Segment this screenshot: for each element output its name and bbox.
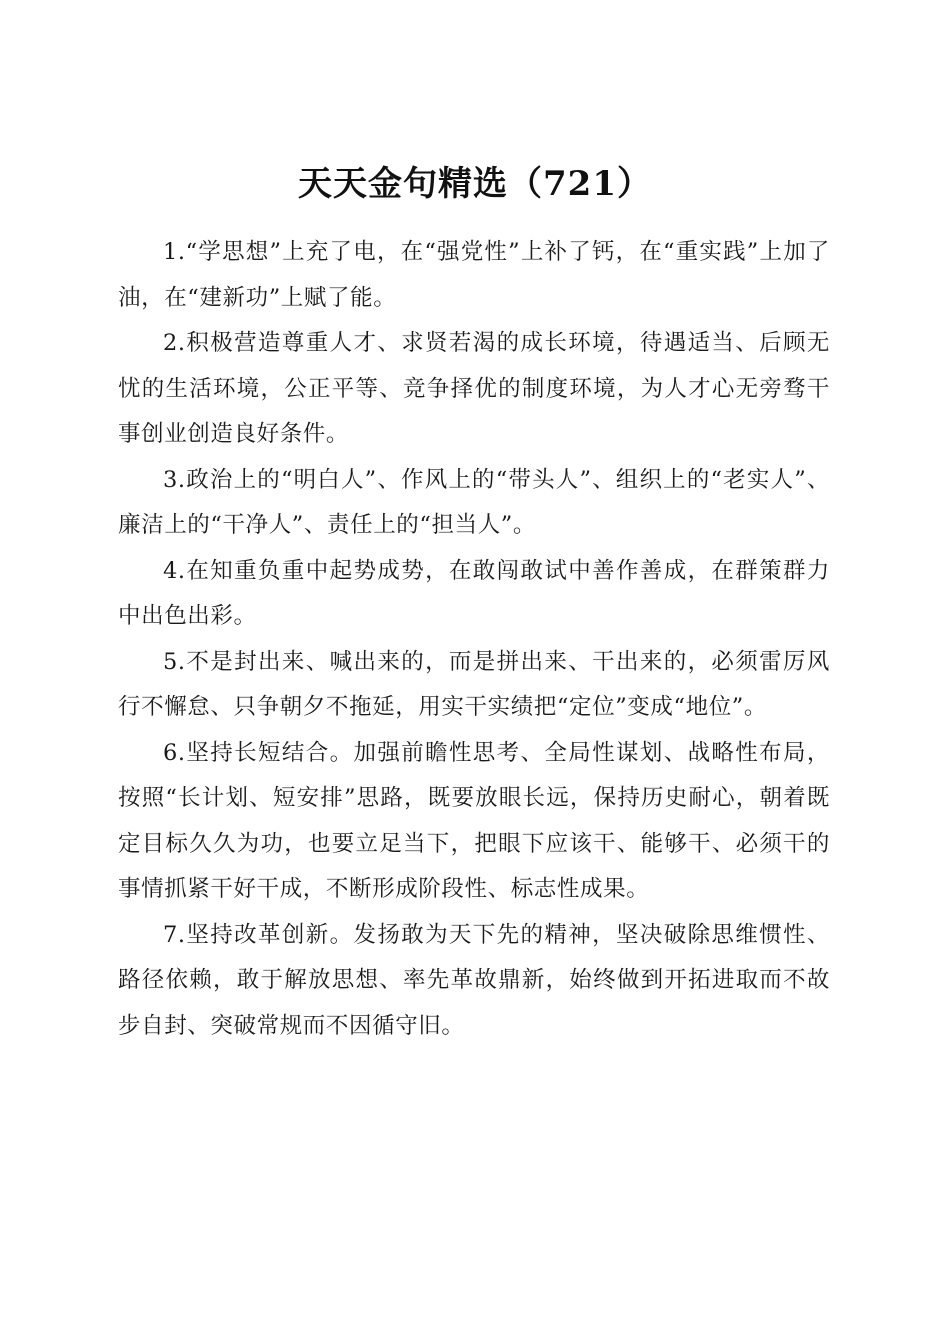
paragraph-2: 2.积极营造尊重人才、求贤若渴的成长环境，待遇适当、后顾无忧的生活环境，公正平等、竞争择优的制度环境，为人才心无旁骛干事创业创造良好条件。 xyxy=(118,330,830,447)
paragraph-7: 7.坚持改革创新。发扬敢为天下先的精神，坚决破除思维惯性、路径依赖，敢于解放思想、率先革故鼎新，始终做到开拓进取而不故步自封、突破常规而不因循守旧。 xyxy=(118,921,830,1039)
paragraph-1: 1.“学思想”上充了电，在“强党性”上补了钙，在“重实践”上加了油，在“建新功”上赋了能。 xyxy=(118,239,830,311)
document-title: 天天金句精选（721） xyxy=(298,163,652,204)
paragraph-5: 5.不是封出来、喊出来的，而是拼出来、干出来的，必须雷厉风行不懈怠、只争朝夕不拖延，用实干实绩把“定位”变成“地位”。 xyxy=(118,648,830,720)
paragraph-6: 6.坚持长短结合。加强前瞻性思考、全局性谋划、战略性布局，按照“长计划、短安排”思路，既要放眼长远，保持历史耐心，朝着既定目标久久为功，也要立足当下，把眼下应该干、能够干、必须干的事情抓紧干好干成，不断形成阶段性、标志性成果。 xyxy=(118,739,830,902)
paragraph-4: 4.在知重负重中起势成势，在敢闯敢试中善作善成，在群策群力中出色出彩。 xyxy=(118,557,830,629)
document-body xyxy=(118,230,830,1049)
paragraph-3: 3.政治上的“明白人”、作风上的“带头人”、组织上的“老实人”、廉洁上的“干净人”、责任上的“担当人”。 xyxy=(118,466,830,538)
